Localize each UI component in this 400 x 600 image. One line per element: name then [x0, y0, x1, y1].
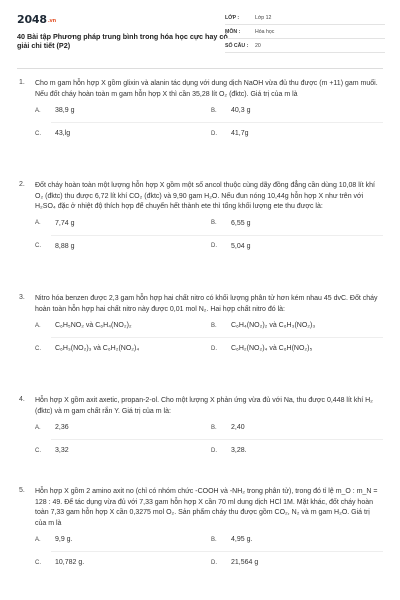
question-number: 1.: [19, 79, 25, 86]
option-divider: [51, 235, 383, 236]
option-label: C.: [35, 559, 41, 566]
question-1: [19, 79, 383, 149]
option-label: D.: [211, 130, 217, 137]
option-label: A.: [35, 107, 41, 114]
question-number: 5.: [19, 487, 25, 494]
option-text: 5,04 g: [231, 242, 251, 250]
meta-row-subject: [225, 25, 385, 39]
options: [35, 220, 383, 262]
option-label: A.: [35, 536, 41, 543]
question-stem: Nitro hóa benzen được 2,3 gam hỗn hợp hai chất nitro có khối lượng phân tử hơn kém nhau 45 dvC. Đốt cháy hoàn toàn hỗn hợp hai chất nitro này được 0,01 mol N₂. Hai hợp chất nitro đó là:: [35, 295, 378, 313]
option-a[interactable]: [35, 107, 74, 114]
option-b[interactable]: [211, 536, 252, 543]
option-label: B.: [211, 220, 217, 227]
question-2: [19, 181, 383, 262]
option-d[interactable]: [211, 447, 247, 454]
options: [35, 536, 383, 578]
option-a[interactable]: [35, 536, 73, 543]
option-divider: [51, 337, 383, 338]
option-text: 40,3 g: [231, 107, 251, 115]
option-text: C₆H₅NO₂ và C₆H₄(NO₂)₂: [55, 322, 132, 330]
logo-text: 2048: [17, 13, 47, 26]
option-label: B.: [211, 424, 217, 431]
option-c[interactable]: [35, 243, 74, 250]
option-text: 21,564 g: [231, 559, 259, 567]
option-label: A.: [35, 424, 41, 431]
site-logo[interactable]: [17, 13, 56, 26]
question-number: 3.: [19, 294, 25, 301]
option-label: D.: [211, 243, 217, 250]
option-text: 3,32: [55, 447, 69, 455]
option-text: 2,40: [231, 424, 245, 432]
option-text: 4,95 g.: [231, 536, 253, 544]
option-text: 38,9 g: [55, 107, 75, 115]
option-text: 9,9 g.: [55, 536, 73, 544]
question-stem: Hỗn hợp X gồm 2 amino axit no (chỉ có nhóm chức -COOH và -NH₂ trong phân tử), trong đó tỉ lệ m_O : m_N = 128 : 49. Để tác dụng vừa đủ với 7,33 gam hỗn hợp X cần 70 ml dung dịch HCl 1M. Mặt khác, đốt cháy hoàn toàn 7,33 gam hỗn hợp X cần 0,3275 mol O₂. Sản phẩm cháy thu được gồm CO₂, N₂ và m gam H₂O. Giá trị của m là: [35, 488, 378, 527]
option-b[interactable]: [211, 107, 250, 114]
option-b[interactable]: [211, 424, 245, 431]
option-c[interactable]: [35, 345, 139, 352]
meta-value: 20: [255, 42, 261, 49]
options: [35, 107, 383, 149]
option-text: 43,lg: [55, 130, 71, 138]
option-text: 8,88 g: [55, 242, 75, 250]
option-b[interactable]: [211, 322, 315, 329]
option-text: 10,782 g.: [55, 559, 85, 567]
option-label: B.: [211, 536, 217, 543]
option-d[interactable]: [211, 130, 249, 137]
option-d[interactable]: [211, 559, 258, 566]
option-divider: [51, 439, 383, 440]
options: [35, 322, 383, 364]
option-label: D.: [211, 559, 217, 566]
option-label: C.: [35, 130, 41, 137]
option-label: A.: [35, 322, 41, 329]
question-3: [19, 294, 383, 364]
question-5: [19, 487, 383, 578]
option-label: A.: [35, 220, 41, 227]
option-label: C.: [35, 447, 41, 454]
meta-table: [225, 11, 385, 53]
meta-row-count: [225, 39, 385, 53]
meta-key: SỐ CÂU :: [225, 42, 249, 49]
option-label: B.: [211, 322, 217, 329]
option-text: 41,7g: [231, 130, 249, 138]
option-text: C₆H₂(NO₂)₄ và C₆H(NO₂)₅: [231, 345, 313, 353]
option-label: C.: [35, 243, 41, 250]
option-a[interactable]: [35, 424, 69, 431]
question-stem: Đốt cháy hoàn toàn một lượng hỗn hợp X gồm một số ancol thuộc cùng dãy đồng đẳng cần dùng 10,08 lít khí O₂ (đktc) thu được 6,72 lít khí CO₂ (đktc) và 9,90 gam H₂O. Nếu đun nóng 10,44g hỗn hợp X như trên với H₂SO₄ đặc ở nhiệt độ thích hợp để chuyển hết thành ete thì tổng khối lượng ete thu được là:: [35, 182, 375, 211]
meta-row-class: [225, 11, 385, 25]
option-d[interactable]: [211, 243, 250, 250]
option-c[interactable]: [35, 447, 69, 454]
option-c[interactable]: [35, 559, 84, 566]
option-b[interactable]: [211, 220, 250, 227]
logo-suffix: .vn: [47, 18, 56, 24]
option-text: 6,55 g: [231, 219, 251, 227]
question-number: 2.: [19, 181, 25, 188]
option-text: C₆H₄(NO₂)₂ và C₆H₃(NO₂)₃: [231, 322, 316, 330]
option-text: 7,74 g: [55, 219, 75, 227]
option-label: B.: [211, 107, 217, 114]
meta-value: Lớp 12: [255, 14, 272, 21]
option-label: D.: [211, 447, 217, 454]
option-label: C.: [35, 345, 41, 352]
page-header: [0, 0, 400, 70]
header-divider: [17, 68, 383, 69]
option-divider: [51, 551, 383, 552]
question-stem: Cho m gam hỗn hợp X gồm glixin và alanin tác dụng với dung dịch NaOH vừa đủ thu được (m +11) gam muối. Nếu đốt cháy hoàn toàn m gam hỗn hợp X thì cần 35,28 lít O₂ (đktc). Giá trị của m là: [35, 80, 378, 98]
question-4: [19, 396, 383, 466]
option-a[interactable]: [35, 322, 132, 329]
option-text: 2,36: [55, 424, 69, 432]
meta-value: Hóa học: [255, 28, 275, 35]
question-number: 4.: [19, 396, 25, 403]
meta-key: LỚP :: [225, 14, 240, 21]
meta-key: MÔN :: [225, 28, 241, 35]
option-a[interactable]: [35, 220, 74, 227]
option-divider: [51, 122, 383, 123]
document-title: 40 Bài tập Phương pháp trung bình trong hóa học cực hay có giải chi tiết (P2): [17, 32, 228, 50]
option-text: C₆H₃(NO₂)₃ và C₆H₂(NO₂)₄: [55, 345, 140, 353]
option-c[interactable]: [35, 130, 70, 137]
option-d[interactable]: [211, 345, 312, 352]
options: [35, 424, 383, 466]
question-stem: Hỗn hợp X gồm axit axetic, propan-2-ol. Cho một lượng X phản ứng vừa đủ với Na, thu được 0,448 lít khí H₂ (đktc) và m gam chất rắn Y. Giá trị của m là:: [35, 397, 373, 415]
option-label: D.: [211, 345, 217, 352]
option-text: 3,28.: [231, 447, 247, 455]
